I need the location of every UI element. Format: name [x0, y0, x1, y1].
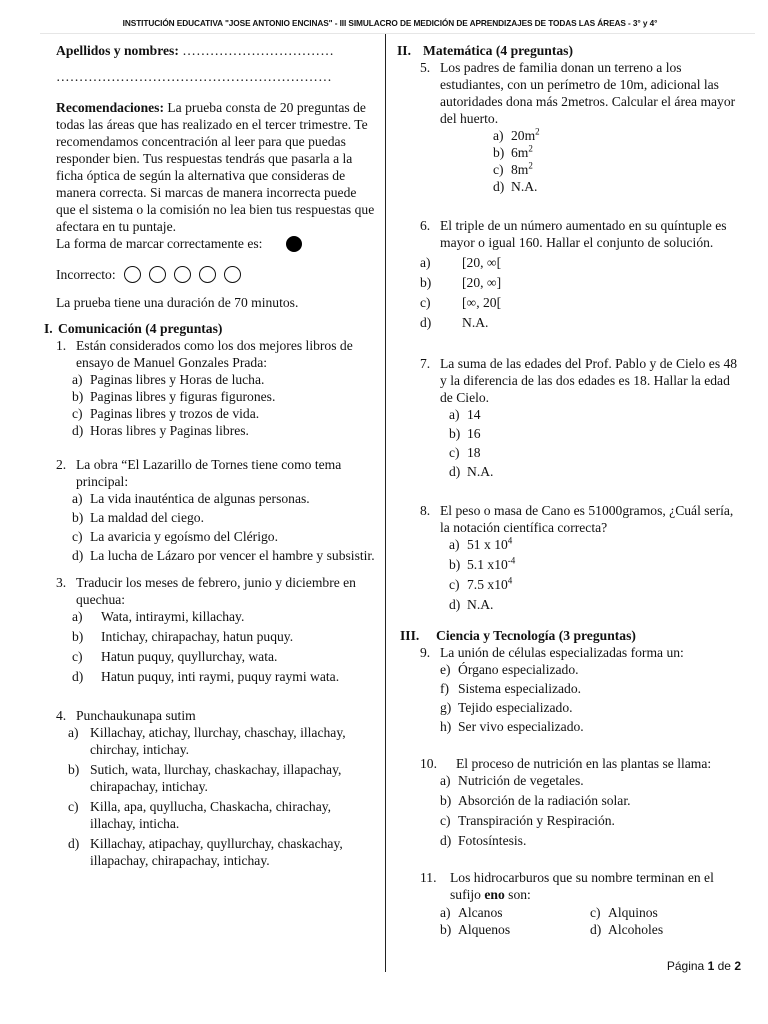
option-letter: d) [72, 548, 84, 563]
question-text [450, 869, 742, 903]
option [440, 904, 590, 921]
option-text: 7.5 x10 [467, 577, 508, 592]
option-letter: h) [440, 719, 452, 734]
question-text: Traducir los meses de febrero, junio y diciembre en quechua: [76, 575, 356, 607]
option-letter: c) [440, 813, 451, 828]
section-title: Matemática (4 preguntas) [423, 43, 574, 58]
section-title: Comunicación (4 preguntas) [58, 321, 223, 336]
option [420, 294, 742, 311]
section-heading-comunicacion [44, 320, 378, 337]
question-8-options [449, 536, 742, 613]
question-2-options [72, 490, 378, 564]
mark-correct-label: La forma de marcar correctamente es: [56, 236, 263, 251]
option [449, 576, 742, 593]
section-title: Ciencia y Tecnología (3 preguntas) [436, 628, 636, 643]
section-heading-matematica [397, 42, 742, 59]
mark-incorrect-row [56, 266, 378, 283]
option-text: Nutrición de vegetales. [458, 773, 584, 788]
empty-circle-icon [174, 266, 191, 283]
section-number: I. [44, 321, 53, 336]
header-rule [40, 33, 755, 34]
option-letter: f) [440, 681, 450, 696]
option-text: La vida inauténtica de algunas personas. [90, 491, 310, 506]
question-7 [420, 355, 742, 406]
option-letter: b) [72, 510, 84, 525]
option-text: 51 x 10 [467, 537, 508, 552]
question-5 [420, 59, 742, 127]
option-text: Sutich, wata, llurchay, chaskachay, illapachay, chirapachay, intichay. [90, 762, 342, 794]
document-header: INSTITUCIÓN EDUCATIVA "JOSE ANTONIO ENCINAS" - III SIMULACRO DE MEDICIÓN DE APRENDIZAJES DE TODAS LAS ÁREAS - 3° y 4° [122, 18, 658, 28]
option [493, 144, 742, 161]
option-text: Horas libres y Paginas libres. [90, 423, 249, 438]
option-letter: a) [420, 255, 431, 270]
question-9-options [440, 661, 742, 735]
option-text: Absorción de la radiación solar. [458, 793, 631, 808]
question-1 [56, 337, 378, 371]
option-letter: b) [72, 389, 84, 404]
empty-circle-icon [149, 266, 166, 283]
question-number: 10. [420, 756, 437, 771]
option [420, 274, 742, 291]
option-text: Hatun puquy, inti raymi, puquy raymi wata. [101, 669, 340, 684]
option [72, 528, 378, 545]
option-text: Fotosíntesis. [458, 833, 527, 848]
option [493, 127, 742, 144]
option [440, 680, 742, 697]
option-letter: a) [68, 725, 79, 740]
question-4 [56, 707, 378, 724]
page-total: 2 [734, 959, 741, 973]
option [420, 314, 742, 331]
superscript: 4 [507, 535, 513, 546]
question-number: 2. [56, 457, 67, 472]
option [72, 371, 378, 388]
question-number: 1. [56, 338, 67, 353]
option-text: Hatun puquy, quyllurchay, wata. [101, 649, 278, 664]
option-text: Paginas libres y figuras figurones. [90, 389, 276, 404]
option-text: N.A. [467, 464, 494, 479]
option-text: La avaricia y egoísmo del Clérigo. [90, 529, 278, 544]
option-text: Alcoholes [608, 922, 664, 937]
option [449, 444, 742, 461]
option-letter: b) [493, 145, 505, 160]
superscript: -4 [507, 555, 516, 566]
option [449, 556, 742, 573]
question-9 [420, 644, 742, 661]
question-1-options [72, 371, 378, 439]
option-letter: b) [440, 922, 452, 937]
option-letter: c) [72, 529, 83, 544]
option-text: La maldad del ciego. [90, 510, 204, 525]
option-text: Wata, intiraymi, killachay. [101, 609, 245, 624]
option-text: Paginas libres y Horas de lucha. [90, 372, 265, 387]
option [68, 798, 378, 832]
option [72, 648, 378, 665]
name-label: Apellidos y nombres: [56, 43, 179, 58]
option [440, 812, 742, 829]
question-number: 5. [420, 60, 431, 75]
left-column [44, 42, 378, 869]
question-text: El proceso de nutrición en las plantas se llama: [456, 756, 712, 771]
option [68, 835, 378, 869]
option-text: Sistema especializado. [458, 681, 582, 696]
option-letter: a) [449, 407, 460, 422]
option [590, 921, 740, 938]
question-10 [420, 755, 742, 772]
option-text: Intichay, chirapachay, hatun puquy. [101, 629, 294, 644]
option [440, 772, 742, 789]
option-letter: b) [449, 426, 461, 441]
option-letter: a) [72, 609, 83, 624]
empty-circle-icon [124, 266, 141, 283]
option-letter: d) [72, 669, 84, 684]
option-text: Órgano especializado. [458, 662, 579, 677]
question-number: 7. [420, 356, 431, 371]
option-text: [20, ∞[ [462, 255, 502, 270]
option-letter: e) [440, 662, 451, 677]
question-7-options [449, 406, 742, 480]
question-5-options [493, 127, 742, 195]
option-text: 18 [467, 445, 481, 460]
option-letter: b) [68, 762, 80, 777]
question-text: El peso o masa de Cano es 51000gramos, ¿Cuál sería, la notación científica correcta? [440, 503, 734, 535]
option [72, 422, 378, 439]
option-letter: b) [440, 793, 452, 808]
filled-circle-icon [286, 236, 302, 252]
question-text: La unión de células especializadas forma un: [440, 645, 684, 660]
option [440, 792, 742, 809]
empty-circle-icon [199, 266, 216, 283]
recom-text: La prueba consta de 20 preguntas de todas las áreas que has realizado en el tercer trimestre. Te recomendamos concentración al leer para que puedas responder bien. Tus respuestas tendrás que pasarla a la ficha óptica de según la alternativa que consideras de manera correcta. Si marcas de manera incorrecta puede que el sistema o la comisión no lea bien tus respuestas que afectara en tu puntaje. [56, 100, 375, 234]
duration-text: La prueba tiene una duración de 70 minutos. [56, 295, 299, 310]
question-text: Punchaukunapa sutim [76, 708, 196, 723]
option-text: Alquinos [608, 905, 658, 920]
question-number: 8. [420, 503, 431, 518]
option-text: [∞, 20[ [462, 295, 502, 310]
option-letter: a) [493, 128, 504, 143]
option-text: N.A. [511, 179, 538, 194]
option [72, 405, 378, 422]
option [449, 406, 742, 423]
question-6-options [420, 254, 742, 331]
column-divider [385, 34, 386, 972]
option [72, 668, 378, 685]
option-text: Killachay, atipachay, quyllurchay, chaskachay, illapachay, chirapachay, intichay. [90, 836, 343, 868]
option-text: N.A. [467, 597, 494, 612]
question-text-part: son: [504, 887, 531, 902]
option [420, 254, 742, 271]
question-10-options [440, 772, 742, 849]
question-text: Están considerados como los dos mejores libros de ensayo de Manuel Gonzales Prada: [76, 338, 353, 370]
option [68, 761, 378, 795]
option [440, 921, 590, 938]
question-8 [420, 502, 742, 536]
question-text: La obra “El Lazarillo de Tornes tiene como tema principal: [76, 457, 342, 489]
option-text: [20, ∞] [462, 275, 502, 290]
option-text: 14 [467, 407, 481, 422]
option-letter: c) [449, 577, 460, 592]
option-letter: c) [449, 445, 460, 460]
option-letter: c) [68, 799, 79, 814]
question-text-bold: eno [484, 887, 505, 902]
option-letter: d) [493, 179, 505, 194]
option-letter: a) [449, 537, 460, 552]
option [72, 490, 378, 507]
section-heading-ciencia [400, 627, 742, 644]
question-6 [420, 217, 742, 251]
option [449, 536, 742, 553]
option-text: 5.1 x10 [467, 557, 508, 572]
section-number: III. [400, 628, 420, 643]
question-11 [420, 869, 742, 903]
option-letter: a) [72, 491, 83, 506]
of-word: de [717, 959, 731, 973]
recommendations [56, 99, 378, 235]
right-column [397, 42, 742, 938]
question-number: 11. [420, 870, 437, 885]
page-number: 1 [707, 959, 715, 973]
option-letter: d) [420, 315, 432, 330]
option-letter: d) [449, 464, 461, 479]
option-letter: a) [440, 773, 451, 788]
option-text: N.A. [462, 315, 489, 330]
option-text: Alcanos [458, 905, 503, 920]
option-letter: d) [449, 597, 461, 612]
option-text: Paginas libres y trozos de vida. [90, 406, 260, 421]
option-letter: b) [72, 629, 84, 644]
question-number: 9. [420, 645, 431, 660]
option-text: Killachay, atichay, llurchay, chaschay, illachay, chirchay, intichay. [90, 725, 346, 757]
option [440, 699, 742, 716]
option [493, 178, 742, 195]
question-text: Los padres de familia donan un terreno a los estudiantes, con un perímetro de 10m, adicional las autoridades dona más 2metros. Calcular el área mayor del huerto. [440, 60, 736, 126]
option-text: 8m [511, 162, 529, 177]
superscript: 2 [528, 143, 533, 154]
option-letter: c) [493, 162, 504, 177]
option-text: 6m [511, 145, 529, 160]
option [72, 608, 378, 625]
recom-label: Recomendaciones: [56, 100, 164, 115]
question-3 [56, 574, 378, 608]
superscript: 2 [528, 160, 533, 171]
section-number: II. [397, 43, 411, 58]
option-letter: a) [440, 905, 451, 920]
option [449, 425, 742, 442]
option-letter: b) [420, 275, 432, 290]
name-dots-2: …………………………………………………… [56, 69, 332, 84]
option-letter: d) [68, 836, 80, 851]
page-word: Página [666, 959, 705, 973]
mark-incorrect-label: Incorrecto: [56, 267, 116, 282]
option-text: Ser vivo especializado. [458, 719, 584, 734]
mark-correct-row [56, 235, 378, 252]
question-11-options [440, 904, 742, 938]
option-letter: b) [449, 557, 461, 572]
option [440, 832, 742, 849]
name-dots: …………………………… [182, 43, 335, 58]
page-footer [667, 958, 741, 975]
question-number: 3. [56, 575, 67, 590]
option [449, 596, 742, 613]
option-text: 20m [511, 128, 536, 143]
option-text: Transpiración y Respiración. [458, 813, 615, 828]
question-number: 4. [56, 708, 67, 723]
option [440, 661, 742, 678]
option-letter: c) [590, 905, 601, 920]
option-letter: g) [440, 700, 452, 715]
option-letter: c) [72, 649, 83, 664]
option [440, 718, 742, 735]
name-line [56, 42, 378, 59]
option [493, 161, 742, 178]
option [449, 463, 742, 480]
question-text: La suma de las edades del Prof. Pablo y de Cielo es 48 y la diferencia de las dos edades es 18. Hallar la edad de Cielo. [440, 356, 738, 405]
question-2 [56, 456, 378, 490]
option-letter: a) [72, 372, 83, 387]
question-text-part: Los hidrocarburos que su nombre terminan en el sufijo [450, 870, 714, 902]
option [72, 628, 378, 645]
option-text: La lucha de Lázaro por vencer el hambre y subsistir. [90, 548, 375, 563]
option-letter: c) [72, 406, 83, 421]
name-dots-line [56, 68, 378, 85]
option-letter: d) [590, 922, 602, 937]
option-letter: d) [72, 423, 84, 438]
option-text: Tejido especializado. [458, 700, 573, 715]
superscript: 4 [507, 575, 513, 586]
question-text: El triple de un número aumentado en su quíntuple es mayor o igual 160. Hallar el conjunto de solución. [440, 218, 727, 250]
option [72, 509, 378, 526]
question-3-options [72, 608, 378, 685]
option [72, 547, 378, 564]
option-letter: d) [440, 833, 452, 848]
option-text: Alquenos [458, 922, 511, 937]
empty-circle-icon [224, 266, 241, 283]
option [68, 724, 378, 758]
option [72, 388, 378, 405]
question-4-options [68, 724, 378, 869]
superscript: 2 [535, 126, 540, 137]
option [590, 904, 740, 921]
option-text: Killa, apa, quyllucha, Chaskacha, chirachay, illachay, inticha. [90, 799, 332, 831]
question-number: 6. [420, 218, 431, 233]
option-letter: c) [420, 295, 431, 310]
option-text: 16 [467, 426, 481, 441]
